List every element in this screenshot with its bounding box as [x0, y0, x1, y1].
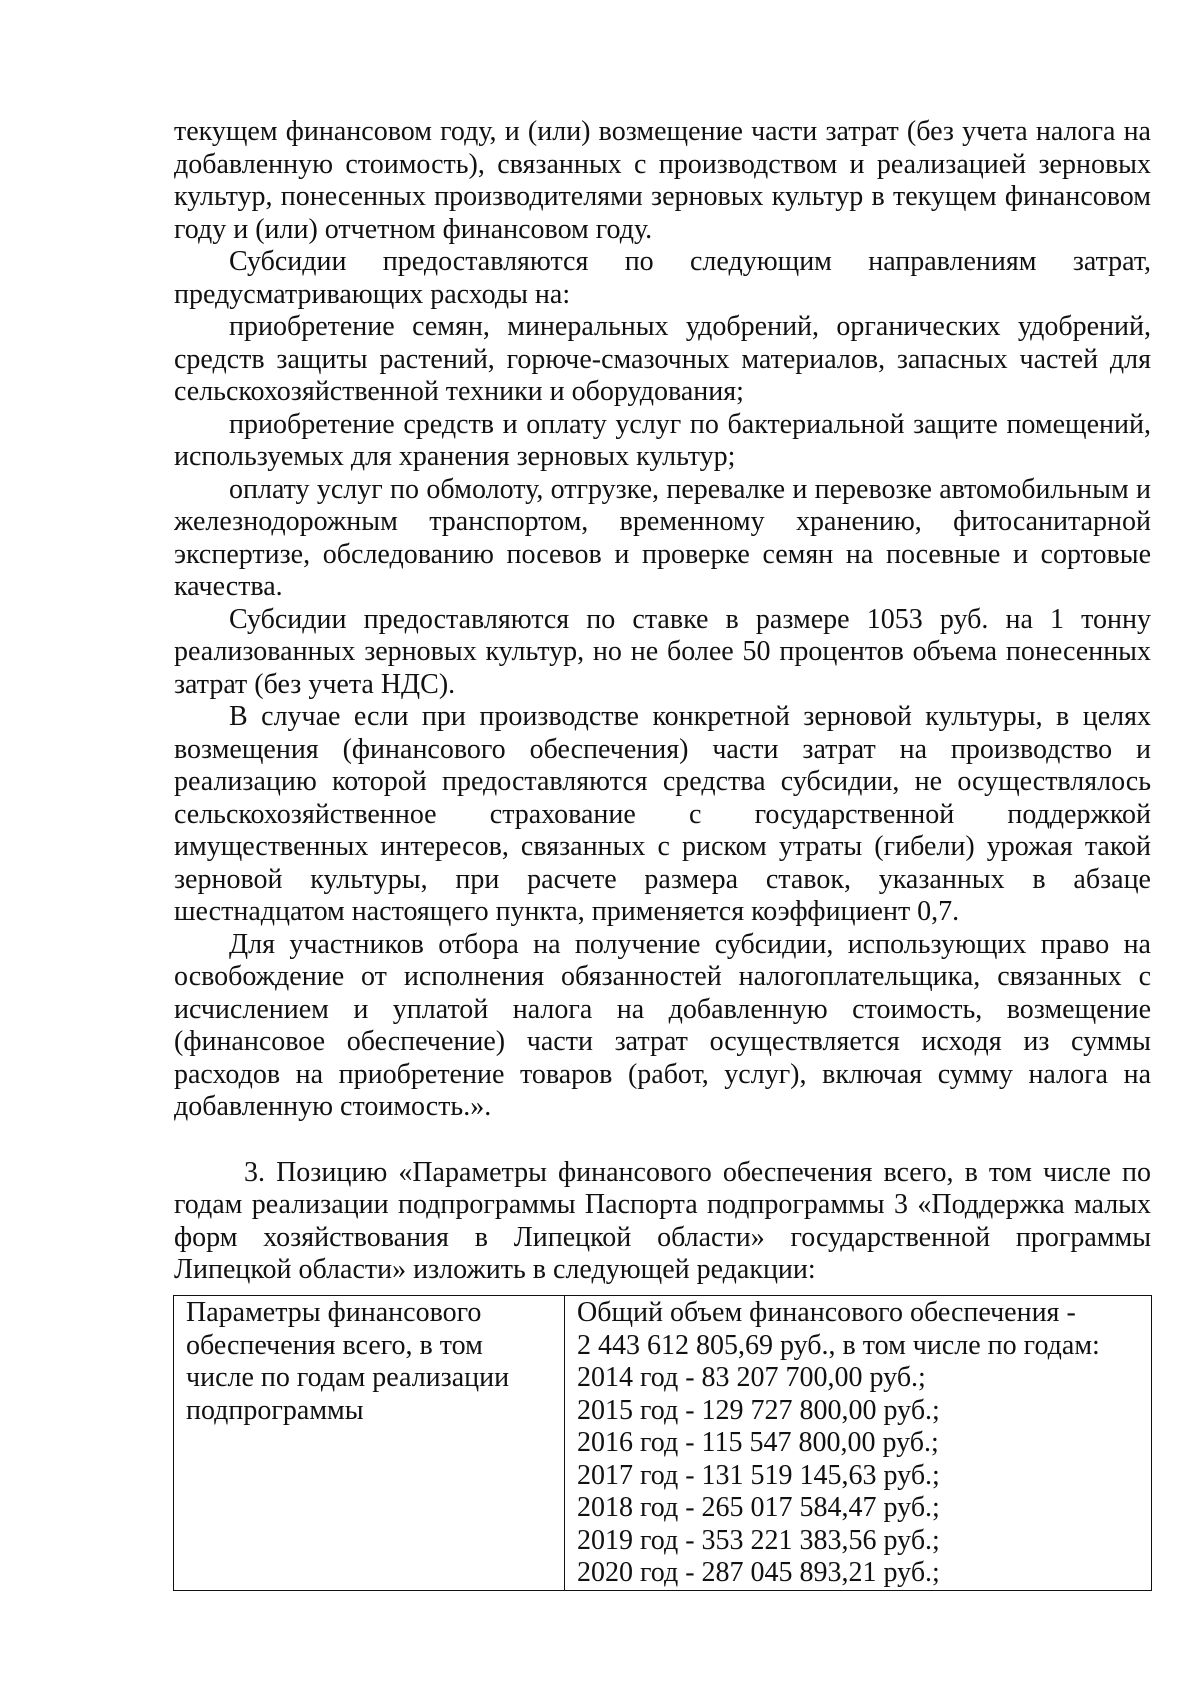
paragraph: текущем финансовом году, и (или) возмещение части затрат (без учета налога на добавленную стоимость), связанных с производством и реализацией зерновых культур, понесенных производителями зерновых культур в текущем финансовом году и (или) отчетном финансовом году.	[174, 116, 1151, 245]
cell-line: обеспечения всего, в том	[186, 1329, 483, 1361]
cell-line: подпрограммы	[186, 1394, 364, 1426]
cell-line: 2014 год - 83 207 700,00 руб.;	[577, 1362, 926, 1393]
cell-line: числе по годам реализации	[186, 1362, 510, 1393]
paragraph: В случае если при производстве конкретной зерновой культуры, в целях возмещения (финансового обеспечения) части затрат на производство и реализацию которой предоставляются средства субсидии, не осуществлялось сельскохозяйственное страхование с государственной поддержкой имущественных интересов, связанных с риском утраты (гибели) урожая такой зерновой культуры, при расчете размера ставок, указанных в абзаце шестнадцатом настоящего пункта, применяется коэффициент 0,7.	[174, 701, 1151, 927]
cell-line: 2 443 612 805,69 руб., в том числе по годам:	[577, 1329, 1100, 1361]
paragraph: оплату услуг по обмолоту, отгрузке, перевалке и перевозке автомобильным и железнодорожным транспортом, временному хранению, фитосанитарной экспертизе, обследованию посевов и проверке семян на посевные и сортовые качества.	[174, 473, 1151, 602]
paragraph: приобретение семян, минеральных удобрений, органических удобрений, средств защиты растений, горюче-смазочных материалов, запасных частей для сельскохозяйственной техники и оборудования;	[174, 311, 1151, 407]
parameter-value-cell	[565, 1296, 1152, 1591]
cell-line: 2016 год - 115 547 800,00 руб.;	[577, 1427, 939, 1458]
paragraph: Субсидии предоставляются по следующим направлениям затрат, предусматривающих расходы на:	[174, 246, 1151, 310]
body-text	[174, 116, 1151, 1287]
table-row	[174, 1296, 1152, 1591]
paragraph-item-3: 3. Позицию «Параметры финансового обеспечения всего, в том числе по годам реализации подпрограммы Паспорта подпрограммы 3 «Поддержка малых форм хозяйствования в Липецкой области» государственной программы Липецкой области» изложить в следующей редакции:	[174, 1156, 1151, 1285]
cell-line: 2020 год - 287 045 893,21 руб.;	[577, 1557, 940, 1588]
financing-table	[173, 1295, 1152, 1591]
paragraph-spacer	[174, 1124, 1151, 1157]
cell-line: Общий объем финансового обеспечения -	[577, 1297, 1076, 1328]
paragraph: Субсидии предоставляются по ставке в размере 1053 руб. на 1 тонну реализованных зерновых культур, но не более 50 процентов объема понесенных затрат (без учета НДС).	[174, 603, 1151, 700]
cell-line: 2015 год - 129 727 800,00 руб.;	[577, 1394, 940, 1426]
parameter-label-cell	[174, 1296, 565, 1591]
cell-line: 2019 год - 353 221 383,56 руб.;	[577, 1524, 940, 1556]
paragraph: Для участников отбора на получение субсидии, использующих право на освобождение от исполнения обязанностей налогоплательщика, связанных с исчислением и уплатой налога на добавленную стоимость, возмещение (финансовое обеспечение) части затрат осуществляется исходя из суммы расходов на приобретение товаров (работ, услуг), включая сумму налога на добавленную стоимость.».	[174, 928, 1151, 1122]
cell-line: 2018 год - 265 017 584,47 руб.;	[577, 1492, 940, 1523]
cell-line: 2017 год - 131 519 145,63 руб.;	[577, 1459, 940, 1491]
paragraph: приобретение средств и оплату услуг по бактериальной защите помещений, используемых для хранения зерновых культур;	[174, 408, 1151, 472]
cell-line: Параметры финансового	[186, 1297, 482, 1328]
